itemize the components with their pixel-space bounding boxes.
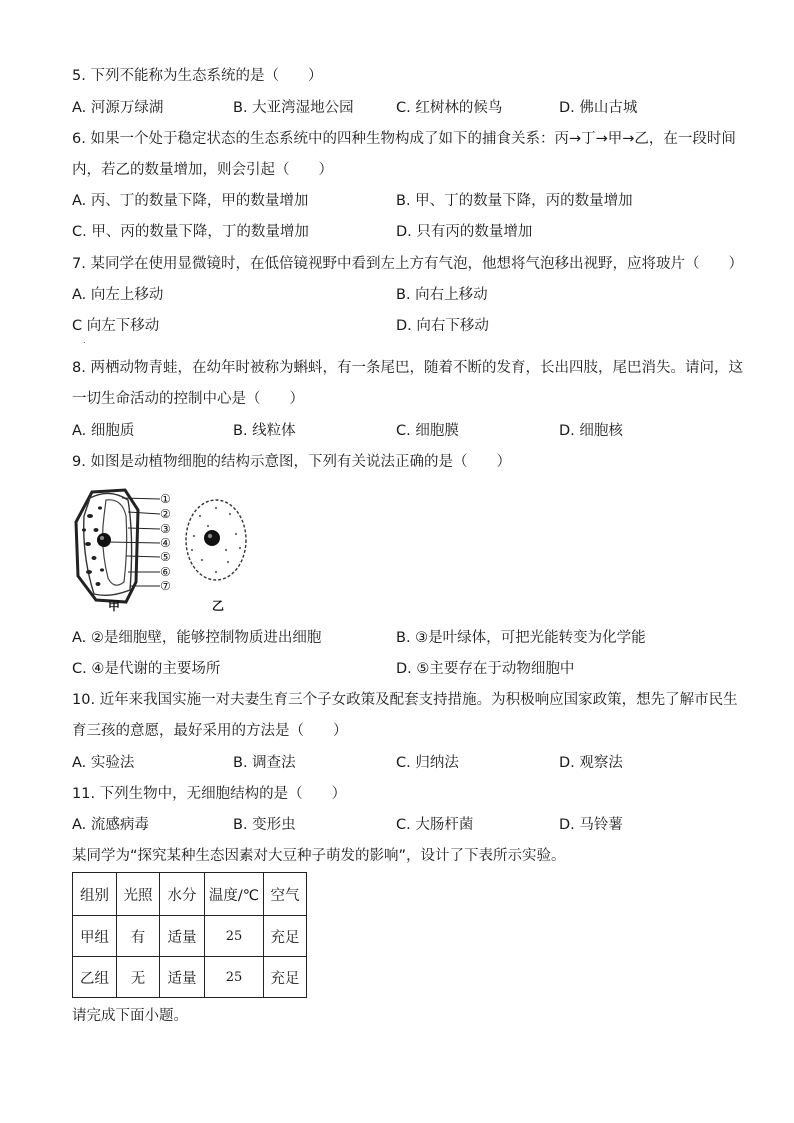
q11-option-b[interactable]: B. 变形虫 [233,817,296,833]
q6-option-c[interactable]: C. 甲、丙的数量下降，丁的数量增加 [72,224,309,240]
figure-label-jia: 甲 [108,599,121,613]
q6-option-a[interactable]: A. 丙、丁的数量下降，甲的数量增加 [72,193,309,209]
q7-option-b[interactable]: B. 向右上移动 [396,287,488,303]
table-row [73,916,307,957]
label-6: ⑥ [160,565,171,579]
table-cell: 25 [205,957,264,998]
q5-option-a[interactable]: A. 河源万绿湖 [72,100,164,116]
q11-stem: 11. 下列生物中，无细胞结构的是（ ） [72,786,347,802]
q10-option-a[interactable]: A. 实验法 [72,755,135,771]
experiment-table [72,872,307,998]
q7-option-a[interactable]: A. 向左上移动 [72,287,164,303]
table-cell: 适量 [160,957,205,998]
q7-stem: 7. 某同学在使用显微镜时，在低倍镜视野中看到左上方有气泡，他想将气泡移出视野，应将玻片（ ） [72,256,743,272]
q10-option-b[interactable]: B. 调查法 [233,755,296,771]
header-cell: 空气 [264,873,307,916]
q11-option-a[interactable]: A. 流感病毒 [72,817,149,833]
header-cell: 组别 [73,873,117,916]
table-cell: 乙组 [73,957,117,998]
q5-stem: 5. 下列不能称为生态系统的是（ ） [72,68,323,84]
plant-cell-nucleus [97,533,111,547]
q6-option-b[interactable]: B. 甲、丁的数量下降，丙的数量增加 [396,193,633,209]
label-7: ⑦ [160,579,171,593]
label-1: ① [160,492,171,506]
table-cell: 充足 [264,957,307,998]
q10-option-d[interactable]: D. 观察法 [559,755,623,771]
q6-option-d[interactable]: D. 只有丙的数量增加 [396,224,533,240]
label-2: ② [160,507,171,521]
table-cell: 有 [117,916,160,957]
q7-option-d[interactable]: D. 向右下移动 [396,318,489,334]
table-header-row [73,873,307,916]
q8-option-d[interactable]: D. 细胞核 [559,423,623,439]
q8-option-c[interactable]: C. 细胞膜 [396,423,459,439]
q8-option-a[interactable]: A. 细胞质 [72,423,135,439]
q8-stem-line1: 8. 两栖动物青蛙，在幼年时被称为蝌蚪，有一条尾巴，随着不断的发育，长出四肢，尾巴消失。请问，这 [72,360,743,376]
table-cell: 适量 [160,916,205,957]
q5-option-b[interactable]: B. 大亚湾湿地公园 [233,100,354,116]
header-cell: 光照 [117,873,160,916]
header-cell: 温度/℃ [205,873,264,916]
experiment-outro: 请完成下面小题。 [72,1008,188,1024]
q8-stem-line2: 一切生命活动的控制中心是（ ） [72,391,304,407]
q11-option-c[interactable]: C. 大肠杆菌 [396,817,474,833]
q10-option-c[interactable]: C. 归纳法 [396,755,459,771]
cell-structure-figure [70,486,260,616]
q9-stem: 9. 如图是动植物细胞的结构示意图，下列有关说法正确的是（ ） [72,454,511,470]
part-labels [160,492,171,593]
table-cell: 25 [205,916,264,957]
q9-option-b[interactable]: B. ③是叶绿体，可把光能转变为化学能 [396,630,646,646]
table-cell: 无 [117,957,160,998]
table-row [73,957,307,998]
q11-option-d[interactable]: D. 马铃薯 [559,817,623,833]
q6-stem-line1: 6. 如果一个处于稳定状态的生态系统中的四种生物构成了如下的捕食关系：丙→丁→甲→乙，在一段时间 [72,131,736,147]
label-4: ④ [160,536,171,550]
q5-option-d[interactable]: D. 佛山古城 [559,100,638,116]
q7-option-c[interactable]: C 向左下移动 [72,318,160,334]
label-3: ③ [160,522,171,536]
stray-mark: . [83,336,86,345]
header-cell: 水分 [160,873,205,916]
animal-cell-nucleus [204,530,220,546]
q5-option-c[interactable]: C. 红树林的候鸟 [396,100,503,116]
q8-option-b[interactable]: B. 线粒体 [233,423,296,439]
q10-stem-line1: 10. 近年来我国实施一对夫妻生育三个子女政策及配套支持措施。为积极响应国家政策，想先了解市民生 [72,692,738,708]
experiment-intro: 某同学为“探究某种生态因素对大豆种子萌发的影响”，设计了下表所示实验。 [72,848,566,864]
q9-option-d[interactable]: D. ⑤主要存在于动物细胞中 [396,661,575,677]
table-cell: 充足 [264,916,307,957]
q6-stem-line2: 内，若乙的数量增加，则会引起（ ） [72,162,333,178]
plant-cell-chloroplasts [82,506,104,586]
q9-option-c[interactable]: C. ④是代谢的主要场所 [72,661,221,677]
label-5: ⑤ [160,550,171,564]
table-cell: 甲组 [73,916,117,957]
q9-option-a[interactable]: A. ②是细胞壁，能够控制物质进出细胞 [72,630,322,646]
q10-stem-line2: 育三孩的意愿，最好采用的方法是（ ） [72,723,348,739]
figure-label-yi: 乙 [212,599,225,613]
